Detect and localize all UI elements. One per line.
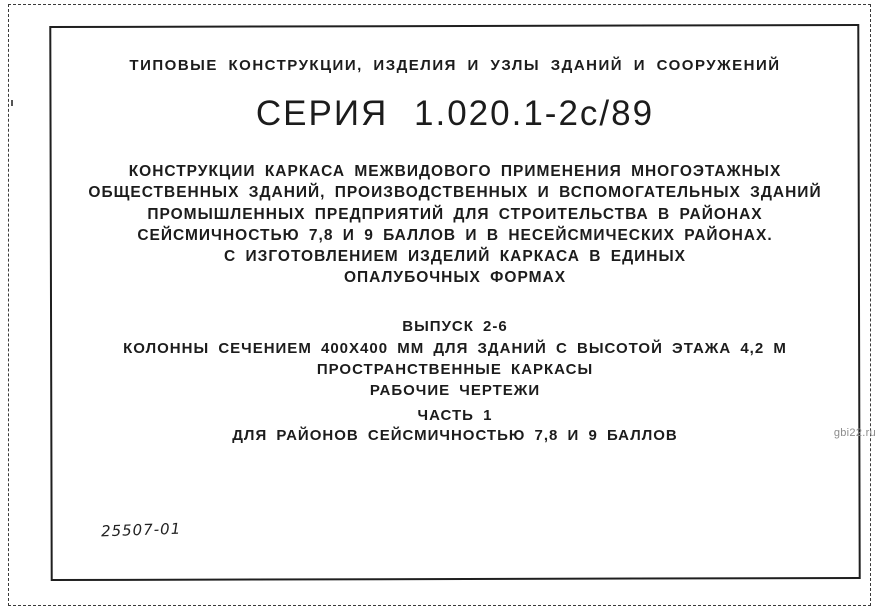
description-line: СЕЙСМИЧНОСТЬЮ 7,8 И 9 БАЛЛОВ И В НЕСЕЙСМИЧЕСКИХ РАЙОНАХ.: [137, 227, 773, 244]
part-label: ЧАСТЬ 1: [417, 407, 493, 424]
series-title: СЕРИЯ 1.020.1-2с/89: [255, 94, 655, 133]
scan-tick-mark: [11, 100, 13, 106]
site-watermark: gbi22.ru: [833, 427, 876, 439]
handwritten-stamp: 25507-01: [100, 519, 182, 541]
part-line: ДЛЯ РАЙОНОВ СЕЙСМИЧНОСТЬЮ 7,8 И 9 БАЛЛОВ: [232, 427, 678, 444]
description-line: ОБЩЕСТВЕННЫХ ЗДАНИЙ, ПРОИЗВОДСТВЕННЫХ И ВСПОМОГАТЕЛЬНЫХ ЗДАНИЙ: [88, 184, 822, 201]
issue-line: РАБОЧИЕ ЧЕРТЕЖИ: [369, 382, 541, 399]
description-line: С ИЗГОТОВЛЕНИЕМ ИЗДЕЛИЙ КАРКАСА В ЕДИНЫХ: [223, 248, 687, 265]
description-line: ОПАЛУБОЧНЫХ ФОРМАХ: [343, 269, 567, 286]
document-category-header: ТИПОВЫЕ КОНСТРУКЦИИ, ИЗДЕЛИЯ И УЗЛЫ ЗДАНИЙ И СООРУЖЕНИЙ: [129, 57, 781, 74]
description-line: ПРОМЫШЛЕННЫХ ПРЕДПРИЯТИЙ ДЛЯ СТРОИТЕЛЬСТВА В РАЙОНАХ: [147, 206, 763, 223]
description-line: КОНСТРУКЦИИ КАРКАСА МЕЖВИДОВОГО ПРИМЕНЕНИЯ МНОГОЭТАЖНЫХ: [128, 163, 782, 180]
issue-line: ПРОСТРАНСТВЕННЫЕ КАРКАСЫ: [316, 361, 594, 378]
issue-label: ВЫПУСК 2-6: [402, 318, 508, 335]
issue-line: КОЛОННЫ СЕЧЕНИЕМ 400Х400 ММ ДЛЯ ЗДАНИЙ С ВЫСОТОЙ ЭТАЖА 4,2 М: [123, 340, 787, 357]
